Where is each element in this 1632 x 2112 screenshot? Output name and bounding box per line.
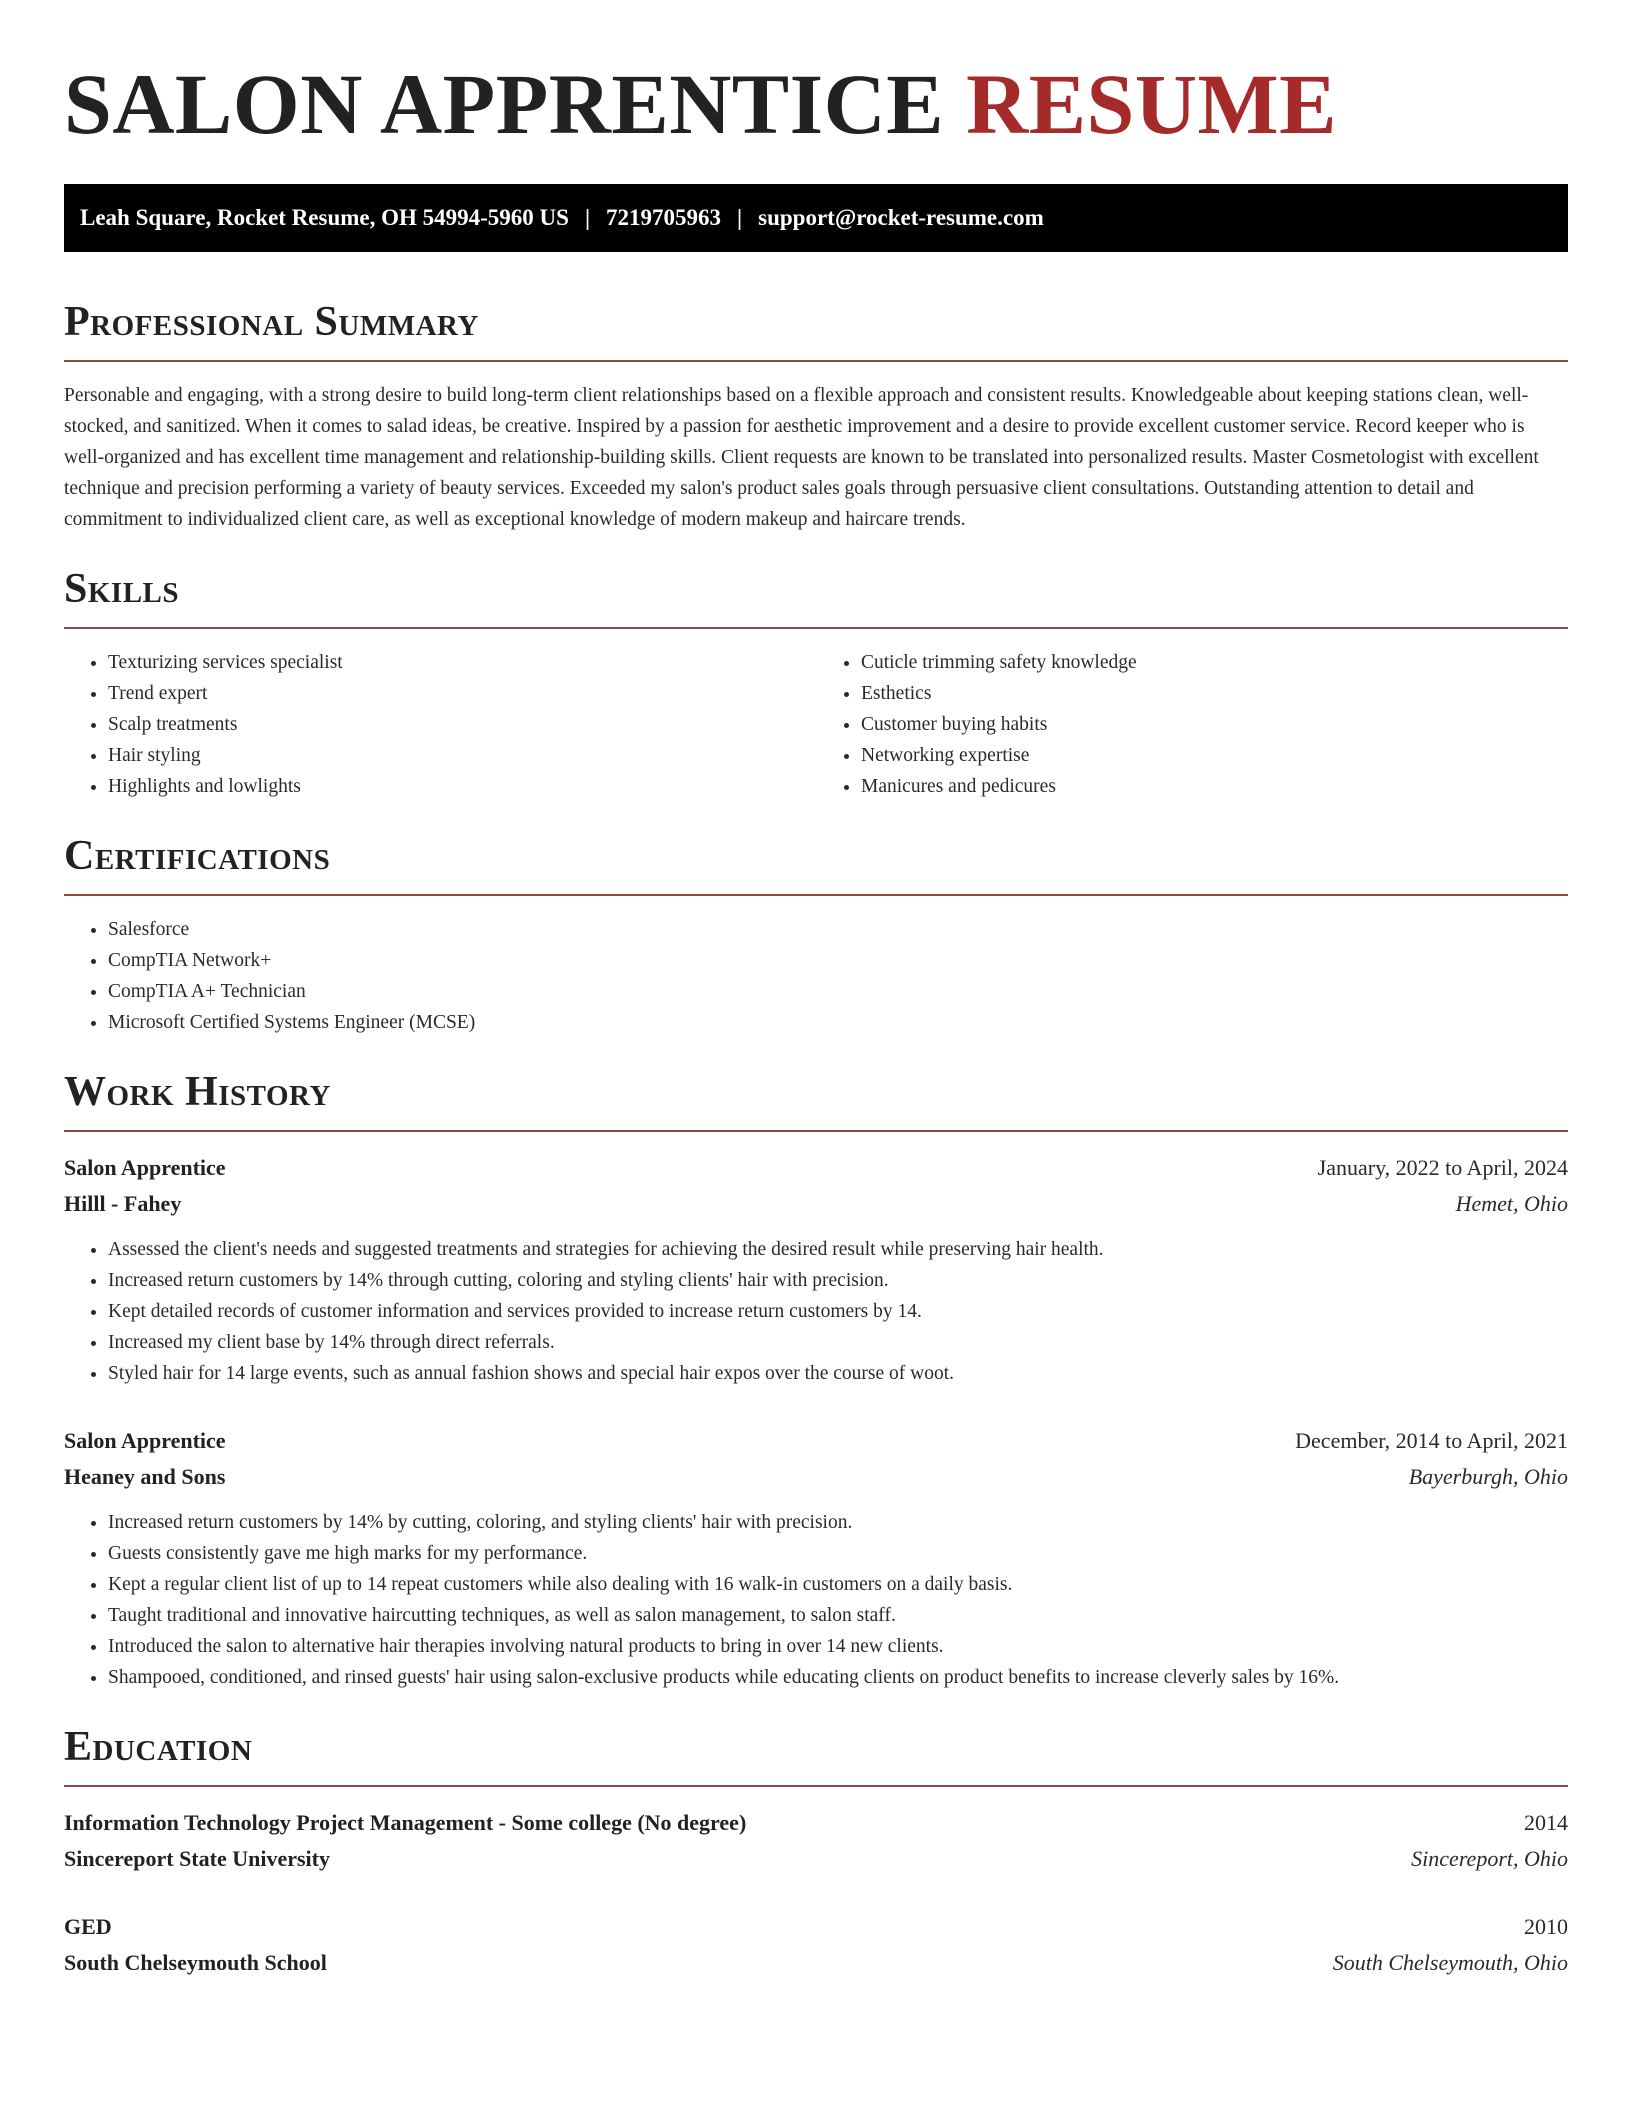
job-location: Bayerburgh, Ohio: [1408, 1464, 1568, 1489]
contact-separator: |: [737, 205, 743, 230]
job-title: Salon Apprentice: [64, 1428, 226, 1453]
education-degree-row: [64, 1909, 1568, 1945]
section-heading: Education: [64, 1724, 253, 1770]
list-item: • Guests consistently gave me high marks for my performance.: [108, 1538, 1568, 1569]
education-degree: Information Technology Project Management - Some college (No degree): [64, 1810, 747, 1835]
list-item: • Scalp treatments: [108, 709, 815, 740]
job-bullets: [64, 1234, 1568, 1389]
title-accent: RESUME: [966, 56, 1338, 152]
list-item: • Increased return customers by 14% by cutting, coloring, and styling clients' hair with precision.: [108, 1507, 1568, 1538]
list-item: • Cuticle trimming safety knowledge: [861, 647, 1568, 678]
list-item: • Increased my client base by 14% through direct referrals.: [108, 1327, 1568, 1358]
job-header-row: [64, 1150, 1568, 1186]
education-year: 2010: [1524, 1914, 1568, 1939]
job-company: Heaney and Sons: [64, 1464, 226, 1489]
list-item: • Salesforce: [108, 914, 1568, 945]
job-company: Hilll - Fahey: [64, 1191, 182, 1216]
list-item: • Taught traditional and innovative haircutting techniques, as well as salon management, to salon staff.: [108, 1600, 1568, 1631]
list-item: • Texturizing services specialist: [108, 647, 815, 678]
job-dates: December, 2014 to April, 2021: [1295, 1428, 1568, 1453]
certifications-list: [64, 914, 1568, 1038]
section-divider: [64, 1785, 1568, 1787]
job-title: Salon Apprentice: [64, 1155, 226, 1180]
education-section: [64, 1723, 1568, 1981]
education-entry: [64, 1805, 1568, 1877]
skills-list-left: [64, 647, 815, 802]
job-company-row: [64, 1186, 1568, 1222]
skills-list-right: [815, 647, 1568, 802]
skills-grid: [64, 647, 1568, 802]
list-item: • Highlights and lowlights: [108, 771, 815, 802]
education-degree-row: [64, 1805, 1568, 1841]
list-item: • Hair styling: [108, 740, 815, 771]
list-item: • Kept detailed records of customer information and services provided to increase return customers by 14.: [108, 1296, 1568, 1327]
education-location: Sincereport, Ohio: [1411, 1846, 1568, 1871]
section-divider: [64, 1130, 1568, 1132]
section-divider: [64, 894, 1568, 896]
list-item: • Microsoft Certified Systems Engineer (MCSE): [108, 1007, 1568, 1038]
resume-title: [64, 50, 1568, 158]
certifications-section: [64, 832, 1568, 1038]
contact-email: support@rocket-resume.com: [758, 205, 1044, 230]
list-item: • Manicures and pedicures: [861, 771, 1568, 802]
summary-text: Personable and engaging, with a strong desire to build long-term client relationships based on a flexible approach and consistent results. Knowledgeable about keeping stations clean, well-stocked, and sanitized. When it comes to salad ideas, be creative. Inspired by a passion for aesthetic improvement and a desire to provide excellent customer service. Record keeper who is well-organized and has excellent time management and relationship-building skills. Client requests are known to be translated into personalized results. Master Cosmetologist with excellent technique and precision performing a variety of beauty services. Exceeded my salon's product sales goals through persuasive client consultations. Outstanding attention to detail and commitment to individualized client care, as well as exceptional knowledge of modern makeup and haircare trends.: [64, 385, 1539, 530]
list-item: • CompTIA Network+: [108, 945, 1568, 976]
section-heading: Skills: [64, 566, 180, 612]
list-item: • Esthetics: [861, 678, 1568, 709]
section-heading: Certifications: [64, 833, 331, 879]
list-item: • Assessed the client's needs and suggested treatments and strategies for achieving the desired result while preserving hair health.: [108, 1234, 1568, 1265]
list-item: • Introduced the salon to alternative hair therapies involving natural products to bring in over 14 new clients.: [108, 1631, 1568, 1662]
summary-section: [64, 298, 1568, 535]
list-item: • Trend expert: [108, 678, 815, 709]
list-item: • Customer buying habits: [861, 709, 1568, 740]
work-history-section: [64, 1068, 1568, 1693]
list-item: • Styled hair for 14 large events, such as annual fashion shows and special hair expos over the course of woot.: [108, 1358, 1568, 1389]
contact-separator: |: [584, 205, 591, 230]
contact-bar: [64, 184, 1568, 252]
education-school: South Chelseymouth School: [64, 1950, 327, 1975]
list-item: • Increased return customers by 14% through cutting, coloring and styling clients' hair with precision.: [108, 1265, 1568, 1296]
education-location: South Chelseymouth, Ohio: [1332, 1950, 1568, 1975]
section-divider: [64, 627, 1568, 629]
contact-address: Leah Square, Rocket Resume, OH 54994-5960 US: [80, 205, 569, 230]
list-item: • CompTIA A+ Technician: [108, 976, 1568, 1007]
section-divider: [64, 360, 1568, 362]
skills-section: [64, 565, 1568, 802]
job-dates: January, 2022 to April, 2024: [1317, 1155, 1568, 1180]
section-heading: Professional Summary: [64, 299, 479, 345]
list-item: • Kept a regular client list of up to 14 repeat customers while also dealing with 16 walk-in customers on a daily basis.: [108, 1569, 1568, 1600]
job-entry: [64, 1150, 1568, 1389]
education-entry: [64, 1909, 1568, 1981]
contact-phone: 7219705963: [606, 205, 722, 230]
education-school: Sincereport State University: [64, 1846, 330, 1871]
education-degree: GED: [64, 1914, 112, 1939]
section-heading: Work History: [64, 1069, 331, 1115]
education-school-row: [64, 1945, 1568, 1981]
education-school-row: [64, 1841, 1568, 1877]
education-year: 2014: [1524, 1810, 1568, 1835]
job-company-row: [64, 1459, 1568, 1495]
job-entry: [64, 1423, 1568, 1693]
title-main: SALON APPRENTICE: [64, 56, 945, 152]
list-item: • Shampooed, conditioned, and rinsed guests' hair using salon-exclusive products while educating clients on product benefits to increase cleverly sales by 16%.: [108, 1662, 1568, 1693]
list-item: • Networking expertise: [861, 740, 1568, 771]
job-bullets: [64, 1507, 1568, 1693]
job-header-row: [64, 1423, 1568, 1459]
job-location: Hemet, Ohio: [1455, 1191, 1568, 1216]
